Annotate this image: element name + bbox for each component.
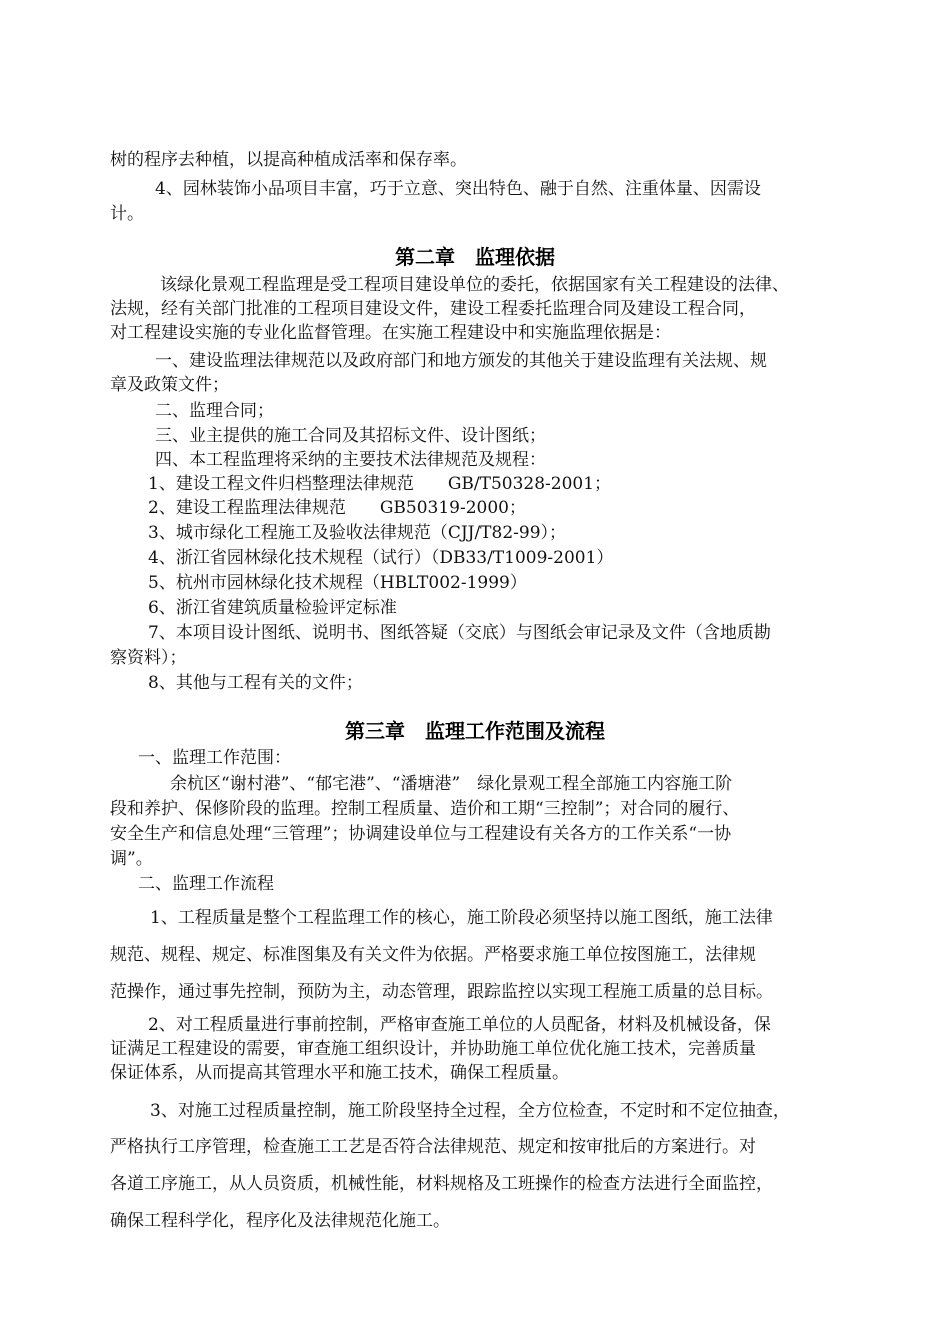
paragraph-line: 树的程序去种植，以提高种植成活率和保存率。 <box>110 150 467 170</box>
paragraph-line: 1、工程质量是整个工程监理工作的核心，施工阶段必须坚持以施工图纸，施工法律 <box>150 908 773 928</box>
list-item: 一、建设监理法律规范以及政府部门和地方颁发的其他关于建设监理有关法规、规 <box>155 351 767 371</box>
paragraph-line: 2、对工程质量进行事前控制，严格审查施工单位的人员配备，材料及机械设备，保 <box>148 1015 771 1035</box>
list-item: 7、本项目设计图纸、说明书、图纸答疑（交底）与图纸会审记录及文件（含地质勘 <box>148 623 771 643</box>
list-item: 1、建设工程文件归档整理法律规范 GB/T50328-2001； <box>148 474 612 494</box>
paragraph-line: 余杭区“谢村港”、“郁宅港”、“潘塘港” 绿化景观工程全部施工内容施工阶 <box>170 774 733 794</box>
paragraph-line: 各道工序施工，从人员资质，机械性能，材料规格及工班操作的检查方法进行全面监控， <box>110 1174 773 1194</box>
list-item: 5、杭州市园林绿化技术规程（HBLT002-1999） <box>148 573 527 593</box>
section-heading: 一、监理工作范围： <box>138 748 291 768</box>
paragraph-line: 段和养护、保修阶段的监理。控制工程质量、造价和工期“三控制”；对合同的履行、 <box>110 799 740 819</box>
paragraph-line: 确保工程科学化，程序化及法律规范化施工。 <box>110 1211 450 1231</box>
list-item: 四、本工程监理将采纳的主要技术法律规范及规程： <box>155 450 546 470</box>
paragraph-line: 规范、规程、规定、标准图集及有关文件为依据。严格要求施工单位按图施工，法律规 <box>110 945 756 965</box>
paragraph-line: 对工程建设实施的专业化监督管理。在实施工程建设中和实施监理依据是： <box>110 323 671 343</box>
chapter-heading: 第三章 监理工作范围及流程 <box>345 719 605 743</box>
list-item: 4、浙江省园林绿化技术规程（试行）（DB33/T1009-2001） <box>148 548 614 568</box>
list-item: 二、监理合同； <box>155 401 274 421</box>
paragraph-line: 证满足工程建设的需要，审查施工组织设计，并协助施工单位优化施工技术，完善质量 <box>110 1039 756 1059</box>
list-item: 章及政策文件； <box>110 375 229 395</box>
section-heading: 二、监理工作流程 <box>138 874 274 894</box>
chapter-heading: 第二章 监理依据 <box>395 245 555 269</box>
paragraph-line: 4、园林装饰小品项目丰富，巧于立意、突出特色、融于自然、注重体量、因需设 <box>155 179 761 199</box>
paragraph-line: 范操作，通过事先控制，预防为主，动态管理，跟踪监控以实现工程施工质量的总目标。 <box>110 982 773 1002</box>
list-item: 3、城市绿化工程施工及验收法律规范（CJJ/T82-99）； <box>148 523 567 543</box>
list-item: 三、业主提供的施工合同及其招标文件、设计图纸； <box>155 426 546 446</box>
paragraph-line: 保证体系，从而提高其管理水平和施工技术，确保工程质量。 <box>110 1063 569 1083</box>
list-item: 2、建设工程监理法律规范 GB50319-2000； <box>148 498 526 518</box>
paragraph-line: 调”。 <box>110 849 153 869</box>
list-item: 8、其他与工程有关的文件； <box>148 673 363 693</box>
paragraph-line: 严格执行工序管理，检查施工工艺是否符合法律规范、规定和按审批后的方案进行。对 <box>110 1137 756 1157</box>
paragraph-line: 法规，经有关部门批准的工程项目建设文件，建设工程委托监理合同及建设工程合同， <box>110 299 756 319</box>
list-item: 察资料）； <box>110 648 187 668</box>
paragraph-line: 计。 <box>110 204 144 224</box>
list-item: 6、浙江省建筑质量检验评定标准 <box>148 598 397 618</box>
paragraph-line: 安全生产和信息处理“三管理”；协调建设单位与工程建设有关各方的工作关系“一协 <box>110 824 732 844</box>
paragraph-line: 该绿化景观工程监理是受工程项目建设单位的委托，依据国家有关工程建设的法律、 <box>160 275 789 295</box>
paragraph-line: 3、对施工过程质量控制，施工阶段坚持全过程，全方位检查，不定时和不定位抽查， <box>150 1101 790 1121</box>
